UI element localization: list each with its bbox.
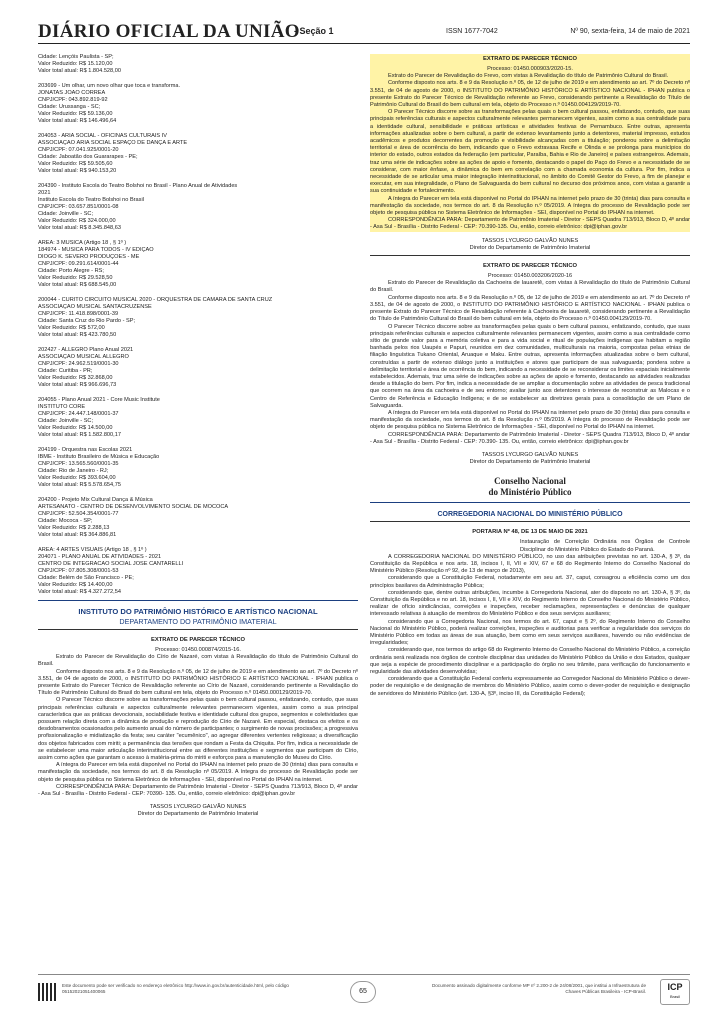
list-line: Valor Reduzido: R$ 14.400,00 bbox=[38, 582, 113, 588]
list-line: ASSOCIAÇÃO MUSICAL SANTACRUZENSE bbox=[38, 304, 152, 310]
divider bbox=[38, 629, 358, 630]
list-line: Cidade: Urussanga - SC; bbox=[38, 104, 101, 110]
list-line: 204071 - PLANO ANUAL DE ATIVIDADES - 2021 bbox=[38, 554, 162, 560]
extract-paragraph: O Parecer Técnico discorre sobre as transformações pelas quais o bem cultural passou, enfatizando, contudo, que suas principais referências culturais e aspectos culturalmente relevantes permanecem vigentes, assim como a sua centralidade para a identidade cultural, sensibilidade e práticas artísticas e atividades festivas de Pernambuco. Entre outras, apresenta informações atualizadas sobre o bem cultural, a partir de extenso levantamento junto a detentores, material impresso, estudos acadêmicos e produtos decorrentes da promoção e visibilidade alcançadas com a titulação; ponderou sobre a delimitação territorial e área de ocorrência do bem, indicando que o Frevo extravasa Recife e Olinda e se prolonga para municípios do interior do estado, outros estados da federação (em particular, Paraíba, Bahia e Rio de Janeiro) e países estrangeiros. Ademais, traz uma série de indicações sobre as ações de apoio e fomento, destacando o papel do Paço do Frevo e a necessidade de se considerar, com maior ênfase, a dinâmica do bem em correlação com a chamada economia da cultura. Por fim, indica a necessidade de se articular uma maior integração interinstitucional, no âmbito do Comitê Gestor do Frevo, a fim de planejar e executar, em sua integralidade, o Plano de Salvaguarda do bem cultural no decurso dos próximos anos, com vistas a garantir a sua continuidade e fortalecimento. bbox=[370, 109, 690, 195]
list-line: INSTITUTO CORE bbox=[38, 404, 86, 410]
spacer bbox=[38, 175, 358, 183]
portaria-paragraph: considerando que, nos termos do artigo 68 do Regimento Interno do Conselho Nacional do Ministério Público, a correição ordinária será realizada nos órgãos de controle disciplinar das unidades do Ministério Público da União e dos Estados, qualquer que seja a espécie de procedimento disciplinar e a participação do órgão no seu trâmite, para verificação do funcionamento e regularidade das atividades desenvolvidas; bbox=[370, 647, 690, 676]
list-line: CNPJ/CPF: 09.291.614/0001-44 bbox=[38, 261, 119, 267]
signature bbox=[370, 238, 690, 252]
list-line: Valor Reduzido: R$ 14.500,00 bbox=[38, 425, 113, 431]
list-line: Cidade: Santa Cruz do Rio Pardo - SP; bbox=[38, 318, 136, 324]
signer-role: Diretor do Departamento de Patrimônio Imaterial bbox=[469, 244, 591, 251]
list-line: JONATAS JOAO CORREA bbox=[38, 90, 106, 96]
list-line: CNPJ/CPF: 07.041.925/0001-20 bbox=[38, 147, 119, 153]
section-label: - Seção 1 bbox=[294, 26, 334, 36]
process-number: Processo: 01450.000874/2015-16. bbox=[155, 647, 241, 653]
list-line: 203699 - Um olhar, um novo olhar que toca e transforma. bbox=[38, 83, 181, 89]
list-line: IBME - Instituto Brasileiro de Música e Educação bbox=[38, 454, 160, 460]
extract-heading: EXTRATO DE PARECER TÉCNICO bbox=[482, 263, 578, 270]
spacer bbox=[38, 489, 358, 497]
spacer bbox=[38, 339, 358, 347]
list-line: Valor Reduzido: R$ 324.000,00 bbox=[38, 218, 116, 224]
process-number: Processo: 01450.000903/2020-15. bbox=[487, 66, 573, 72]
qr-code-icon bbox=[38, 983, 56, 1001]
list-line: Valor Reduzido: R$ 32.868,00 bbox=[38, 375, 113, 381]
signer-name: TASSOS LYCURGO GALVÃO NUNES bbox=[481, 237, 579, 244]
list-line: Cidade: Jaboatão dos Guararapes - PE; bbox=[38, 154, 138, 160]
department-title: DEPARTAMENTO DO PATRIMÔNIO IMATERIAL bbox=[119, 617, 277, 626]
section-divider bbox=[38, 600, 358, 601]
cnmp-title-line1: Conselho Nacional bbox=[494, 476, 566, 487]
list-line: Valor Reduzido: R$ 2.288,13 bbox=[38, 525, 110, 531]
spacer bbox=[38, 125, 358, 133]
list-line: Instituto Escola do Teatro Bolshoi no Brasil bbox=[38, 197, 144, 203]
list-line: Cidade: Mococa - SP; bbox=[38, 518, 93, 524]
list-line: 184974 - MÚSICA PARA TODOS - IV EDIÇÃO bbox=[38, 247, 154, 253]
list-line: CNPJ/CPF: 11.418.898/0001-39 bbox=[38, 311, 119, 317]
list-line: Valor total atual: R$ 8.345.848,63 bbox=[38, 225, 121, 231]
list-line: DIOGO K. SEVERO PRODUÇÕES - ME bbox=[38, 254, 140, 260]
page-footer bbox=[38, 974, 690, 1018]
extract-heading: EXTRATO DE PARECER TÉCNICO bbox=[150, 637, 246, 643]
list-line: CNPJ/CPF: 52.504.354/0001-77 bbox=[38, 511, 119, 517]
extract-paragraph: Conforme disposto nos arts. 8 e 9 da Resolução n.º 05, de 12 de julho de 2019 e em atendimento ao art. 7º do Decreto nº 3.551, de 04 de agosto de 2000, o INSTITUTO DO PATRIMÔNIO HISTÓRICO E ARTÍSTICO NACIONAL - IPHAN publica o presente Extrato do Parecer Técnico de Revalidação referente à Cachoeira de Iauaretê, considerando pertinente a Revalidação do Título de Patrimônio Cultural do Brasil do bem cultural em tela, objeto do Processo n.º 01450.004129/2019-70. bbox=[370, 294, 690, 323]
list-line: 202427 - ALLEGRO Plano Anual 2021 bbox=[38, 347, 134, 353]
list-line: Valor total atual: R$ 5.578.654,75 bbox=[38, 482, 121, 488]
portaria-paragraph: considerando que, dentre outras atribuições, incumbe à Corregedoria Nacional, ater do disposto no art. 130-A, § 3º, da Constituição da República e no art. 18, incisos I, II, VII e XIV, do Regimento Interno do Conselho Nacional do Ministério Público, realizar de ofício sindicâncias, correições e inspeções, receber reclamações, representações e denúncias de qualquer interessado relativas à atuação de membros do Ministério Público e dos seus serviços auxiliares; bbox=[370, 589, 690, 618]
list-line: CNPJ/CPF: 24.447.148/0001-37 bbox=[38, 411, 119, 417]
portaria-heading: PORTARIA Nº 48, DE 13 DE MAIO DE 2021 bbox=[472, 529, 588, 536]
list-line: CNPJ/CPF: 13.565.560/0001-35 bbox=[38, 461, 119, 467]
portaria-paragraph: considerando que a Constituição Federal, notadamente em seu art. 37, caput, consagrou a eficiência como um dos princípios basilares da Administração Pública; bbox=[370, 575, 690, 589]
list-line: Valor total atual: R$ 966.696,73 bbox=[38, 382, 117, 388]
extract-paragraph: A íntegra do Parecer em tela está disponível no Portal do IPHAN na internet pelo prazo de 30 (trinta) dias para consulta e manifestação da sociedade, nos termos do art. 8 da Resolução n.º 05/2019. A íntegra do processo de Revalidação pode ser objeto de pesquisa pública no Sistema Eletrônico de Informações - SEI, disponível no Portal do IPHAN na internet. bbox=[370, 409, 690, 431]
list-line: Valor Reduzido: R$ 59.136,00 bbox=[38, 111, 113, 117]
left-column bbox=[38, 54, 358, 971]
list-line: Valor Reduzido: R$ 572,00 bbox=[38, 325, 105, 331]
institution-title: INSTITUTO DO PATRIMÔNIO HISTÓRICO E ARTÍSTICO NACIONAL bbox=[78, 607, 318, 616]
signer-name: TASSOS LYCURGO GALVÃO NUNES bbox=[481, 451, 579, 458]
list-line: CNPJ/CPF: 07.805.308/0001-53 bbox=[38, 568, 119, 574]
list-line: ÁREA: 4 ARTES VISUAIS (Artigo 18 , § 1º ) bbox=[38, 547, 147, 553]
project-list bbox=[38, 54, 358, 596]
correspondence: CORRESPONDÊNCIA PARA: Departamento de Patrimônio Imaterial - Diretor - SEPS Quadra 713/913, Bloco D, 4º andar - Asa Sul - Brasília - Distrito Federal - CEP: 70390- 135. Ou, então, correio eletrônico: dpi@iphan.gov.br bbox=[38, 783, 358, 798]
list-line: Cidade: Porto Alegre - RS; bbox=[38, 268, 104, 274]
signer-name: TASSOS LYCURGO GALVÃO NUNES bbox=[149, 804, 247, 811]
verification-note: Este documento pode ser verificado no endereço eletrônico http://www.in.gov.br/autenticidade.html, pelo código 05152021051400065 bbox=[62, 983, 289, 994]
list-line: Cidade: Joinville - SC; bbox=[38, 211, 94, 217]
list-line: CNPJ/CPF: 03.657.851/0001-08 bbox=[38, 204, 119, 210]
portaria-paragraph: A CORREGEDORIA NACIONAL DO MINISTÉRIO PÚBLICO, no uso das atribuições previstas no art. 130-A, § 3º, da Constituição da República e nos arts. 18, incisos I, II, VII e XIV, 67 e 68 do Regimento Interno do Conselho Nacional do Ministério Público (Resolução nº 92, de 13 de março de 2013), bbox=[370, 553, 690, 575]
spacer bbox=[38, 289, 358, 297]
journal-title: DIÁRIO OFICIAL DA UNIÃO bbox=[38, 21, 300, 42]
list-line: ASSOCIAÇÃO MUSICAL ALLEGRO bbox=[38, 354, 129, 360]
extract-paragraph: O Parecer Técnico discorre sobre as transformações pelas quais o bem cultural passou, enfatizando, contudo, que suas principais referências culturais e aspectos culturalmente relevantes permanecem vigentes, assim como a sua centralidade como sítio de grande valor para a memória coletiva e para a vida social e ritual de populações indígenas que habitam a região banhada pelos rios Uaupés e Papuri, reunidos em dez comunidades, multiculturais na maioria, compostas pelas etnias de filiação linguística Tukano Oriental, Aruaque e Maku. Entre outras, apresenta informações atualizadas sobre o bem cultural, construídas a partir de extenso diálogo junto a instituições e atores que participam de sua salvaguarda; pondera sobre a delimitação territorial e área de ocorrência do bem, indicando a necessidade de se reconsiderar os limites espaciais inicialmente estabelecidos. Ademais, traz uma série de indicações sobre as ações de apoio e fomento, destacando as atividades realizadas desde a titulação do bem. Por fim, indica a necessidade de se ampliar a documentação sobre as atividades de pesca tradicional que ocorrem na área da cachoeira e de seu entorno; avaliar junto aos detentores o interesse de reconstruir as Malocas e o Centro de Referência e Educação Indígena; e de se estabelecer as diretrizes gerais para a consolidação de um Plano de Salvaguarda. bbox=[370, 323, 690, 409]
cnmp-title bbox=[370, 476, 690, 498]
correspondence: CORRESPONDÊNCIA PARA: Departamento de Patrimônio Imaterial - Diretor - SEPS Quadra 713/913, Bloco D, 4º andar - Asa Sul - Brasília - Distrito Federal - CEP: 70.390- 135. Ou, então, correio eletrônico: dpi@iphan.gov.br bbox=[370, 431, 690, 445]
signature bbox=[38, 804, 358, 818]
spacer bbox=[38, 439, 358, 447]
issn: ISSN 1677-7042 bbox=[446, 28, 498, 35]
list-line: Cidade: Curitiba - PR; bbox=[38, 368, 93, 374]
list-line: Cidade: Joinville - SC; bbox=[38, 418, 94, 424]
signer-role: Diretor do Departamento de Patrimônio Imaterial bbox=[469, 459, 591, 466]
list-line: Valor total atual: R$ 4.327.272,54 bbox=[38, 589, 121, 595]
extract-paragraph: A íntegra do Parecer em tela está disponível no Portal do IPHAN na internet pelo prazo de 30 (trinta) dias para consulta e manifestação da sociedade, nos termos do art. 8 da Resolução nº 05/2019. A íntegra do processo de Revalidação pode ser objeto de pesquisa pública no Sistema Eletrônico de Informações - SEI, disponível no Portal do IPHAN na internet. bbox=[38, 762, 358, 783]
spacer bbox=[38, 389, 358, 397]
list-line: CENTRO DE INTEGRACAO SOCIAL JOSE CANTARELLI bbox=[38, 561, 184, 567]
list-line: CNPJ/CPF: 043.892.819-92 bbox=[38, 97, 108, 103]
extract-paragraph: Conforme disposto nos arts. 8 e 9 da Resolução n.º 05, de 12 de julho de 2019 e em atendimento ao art. 7º do Decreto nº 3.551, de 04 de agosto de 2000, o INSTITUTO DO PATRIMÔNIO HISTÓRICO E ARTÍSTICO NACIONAL - IPHAN publica o presente Extrato do Parecer Técnico de Revalidação referente ao Círio de Nazaré, considerando pertinente a Revalidação do Título de Patrimônio Cultural do Brasil do bem cultural em tela, objeto do Processo n.º 01450.000129/2019-70. bbox=[38, 668, 358, 697]
page-number: 65 bbox=[350, 981, 376, 1003]
list-line: Valor Reduzido: R$ 15.120,00 bbox=[38, 61, 113, 67]
list-line: 204390 - Instituto Escola do Teatro Bolshoi no Brasil - Plano Anual de Atividades bbox=[38, 183, 238, 189]
spacer bbox=[38, 75, 358, 83]
list-line: ASSOCIAÇÃO ÁRIA SOCIAL ESPAÇO DE DANÇA E ARTE bbox=[38, 140, 188, 146]
portaria-ementa: Instauração de Correição Ordinária nos Órgãos de Controle Disciplinar do Ministério Público do Estado do Paraná. bbox=[520, 539, 690, 553]
extract-paragraph: O Parecer Técnico discorre sobre as transformações pelas quais o bem cultural passou, enfatizando, contudo, que suas principais referências culturais e aspectos culturalmente relevantes permanecem vigentes, assim como a sua principal característica que as práticas devocionais, sociabilidade festiva e identidade cultural dos grupos, segmentos e coletividades que possuem relação direta com a dinâmica de produção e reprodução do Círio de Nazaré. Em especial, destaca os efeitos e os desdobramentos ocasionados pelo aumento anual do número de participantes; o surgimento de novas procissões; a progressiva profissionalização e midiatização da festa; seu caráter "ecumênico", ao agregar diferentes vertentes religiosas; a diversificação dos objetos fabricados com miriti; a permanência das tensões que rondam a Festa da Chiquita. Por fim, indica a necessidade de se estabelecer uma maior articulação interinstitucional entre as diferentes instituições e segmentos que participam do Círio, assim como ações que garantam o acesso à matéria-prima do miriti e esforços para a manutenção do Museu do Círio. bbox=[38, 697, 358, 762]
list-line: 204200 - Projeto Mix Cultural Dança & Música bbox=[38, 497, 153, 503]
list-line: 204055 - Plano Anual 2021 - Core Music Institute bbox=[38, 397, 160, 403]
list-line: ÁREA: 3 MÚSICA (Artigo 18 , § 1º ) bbox=[38, 240, 127, 246]
list-line: Valor total atual: R$ 423.780,50 bbox=[38, 332, 117, 338]
list-line: ARTESANATO - CENTRO DE DESENVOLVIMENTO SOCIAL DE MOCOCA bbox=[38, 504, 229, 510]
extract-summary: Extrato do Parecer de Revalidação do Frevo, com vistas à Revalidação do título de Patrimônio Cultural do Brasil. bbox=[388, 73, 669, 80]
page-header bbox=[38, 18, 690, 44]
divider bbox=[370, 255, 690, 256]
list-line: Valor Reduzido: R$ 59.505,60 bbox=[38, 161, 113, 167]
section-divider bbox=[370, 502, 690, 503]
signer-role: Diretor do Departamento de Patrimônio Imaterial bbox=[137, 811, 259, 818]
process-number: Processo: 01450.003206/2020-16 bbox=[487, 273, 573, 280]
list-line: Cidade: Belém de São Francisco - PE; bbox=[38, 575, 134, 581]
list-line: Valor Reduzido: R$ 393.604,00 bbox=[38, 475, 116, 481]
logo-subtext: Brasil bbox=[669, 994, 680, 999]
signature bbox=[370, 452, 690, 466]
list-line: 2021 bbox=[38, 190, 51, 196]
edition-date: Nº 90, sexta-feira, 14 de maio de 2021 bbox=[570, 28, 690, 35]
corregedoria-title: CORREGEDORIA NACIONAL DO MINISTÉRIO PÚBLICO bbox=[437, 511, 623, 519]
list-line: 200044 - CURITO CIRCUITO MUSICAL 2020 - ORQUESTRA DE CÂMARA DE SANTA CRUZ bbox=[38, 297, 273, 303]
extract-paragraph: Conforme disposto nos arts. 8 e 9 da Resolução n.º 05, de 12 de julho de 2019 e em atendimento ao art. 7º do Decreto nº 3.551, de 04 de agosto de 2000, o INSTITUTO DO PATRIMÔNIO HISTÓRICO E ARTÍSTICO NACIONAL - IPHAN publica o presente Extrato do Parecer Técnico de Revalidação referente ao Frevo, considerando pertinente a Revalidação do Título de Patrimônio Cultural do Brasil do bem cultural em tela, objeto do Processo n.º 01450.004129/2019-70. bbox=[370, 80, 690, 109]
list-line: Cidade: Rio de Janeiro - RJ; bbox=[38, 468, 109, 474]
extract-summary: Extrato do Parecer de Revalidação do Círio de Nazaré, com vistas à Revalidação do título de Patrimônio Cultural do Brasil. bbox=[38, 654, 358, 668]
portaria-paragraph: considerando que a Corregedoria Nacional, nos termos do art. 67, caput e § 2º, do Regimento Interno do Conselho Nacional do Ministério Público, poderá realizar correições, inspeções e auditorias para verificar a regularidade dos serviços do Ministério Público em todas as áreas de sua atuação, bem como em seus serviços auxiliares, havendo ou não evidências de irregularidades; bbox=[370, 618, 690, 647]
cnmp-title-line2: do Ministério Público bbox=[488, 487, 572, 498]
logo-text: ICP bbox=[667, 982, 683, 992]
spacer bbox=[38, 232, 358, 240]
extract-summary: Extrato do Parecer de Revalidação da Cachoeira de Iauaretê, com vistas à Revalidação do título de Patrimônio Cultural do Brasil. bbox=[370, 280, 690, 294]
list-line: 204053 - ARIA SOCIAL - OFICINAS CULTURAIS IV bbox=[38, 133, 168, 139]
list-line: Valor total atual: R$ 1.804.528,00 bbox=[38, 68, 121, 74]
correspondence: CORRESPONDÊNCIA PARA: Departamento de Patrimônio Imaterial - Diretor - SEPS Quadra 713/913, Bloco D, 4º andar - Asa Sul - Brasília - Distrito Federal - CEP: 70.390-135. Ou, então, correio eletrônico: dpi@iphan.gov.br bbox=[370, 217, 690, 231]
extract-paragraph: A íntegra do Parecer em tela está disponível no Portal do IPHAN na internet pelo prazo de 30 (trinta) dias para consulta e manifestação da sociedade, nos termos do art. 8 da Resolução n.º 05/2019. A íntegra do processo de Revalidação pode ser objeto de pesquisa pública no Sistema Eletrônico de Informações - SEI, disponível no Portal do IPHAN na internet. bbox=[370, 195, 690, 217]
list-line: Valor total atual: R$ 940.153,20 bbox=[38, 168, 117, 174]
highlighted-extract bbox=[370, 54, 690, 232]
list-line: CNPJ/CPF: 24.962.519/0001-30 bbox=[38, 361, 119, 367]
list-line: 204199 - Orquestra nas Escolas 2021 bbox=[38, 447, 133, 453]
signature-note: Documento assinado digitalmente conforme MP nº 2.200-2 de 24/08/2001, que institui a Infraestrutura de Chaves Públicas Brasileira - ICP-Brasil. bbox=[431, 983, 646, 994]
portaria-paragraph: considerando que a Constituição Federal conferiu expressamente ao Corregedor Nacional do Ministério Público o dever-poder de requisição e de designação de membros do Ministério Público, assim como o dever-poder de requisição e designação de servidores do Ministério Público (art. 130-A, §3º, inciso III, da Constituição Federal); bbox=[370, 676, 690, 697]
icp-brasil-logo bbox=[660, 979, 690, 1005]
extract-heading: EXTRATO DE PARECER TÉCNICO bbox=[482, 56, 578, 62]
divider bbox=[370, 521, 690, 522]
list-line: Valor Reduzido: R$ 29.528,50 bbox=[38, 275, 113, 281]
list-line: Valor total atual: R$ 688.545,00 bbox=[38, 282, 117, 288]
list-line: Valor total atual: R$ 146.496,64 bbox=[38, 118, 117, 124]
right-column bbox=[370, 54, 690, 971]
list-line: Valor total atual: R$ 364.886,81 bbox=[38, 532, 117, 538]
list-line: Valor total atual: R$ 1.582.800,17 bbox=[38, 432, 121, 438]
spacer bbox=[38, 539, 358, 547]
list-line: Cidade: Lençóis Paulista - SP; bbox=[38, 54, 114, 60]
